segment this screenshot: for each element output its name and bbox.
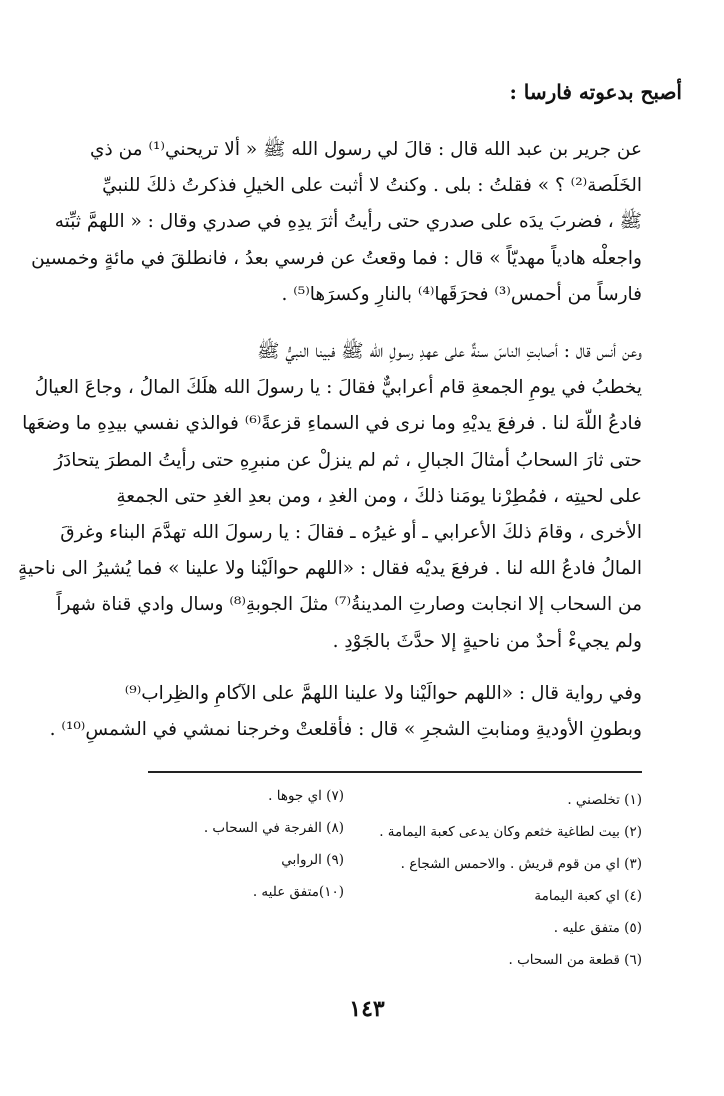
footnote: (٨) الفرجة في السحاب . (203, 820, 344, 836)
text-line: عن جرير بن عبد الله قال : قالَ لي رسول الله ﷺ « ألا تريحني⁽¹⁾ من ذي (89, 139, 642, 160)
text-line: من السحاب إلا انجابت وصارتِ المدينةُ⁽⁷⁾ مثلَ الجوبةِ⁽⁸⁾ وسال وادي قناة شهراً (56, 594, 642, 616)
page-number: ١٤٣ (349, 996, 385, 1022)
footnote: (٢) بيت لطاغية خثعم وكان يدعى كعبة اليمامة . (379, 824, 642, 840)
text-line: وفي رواية قال : «اللهم حوالَيْنا ولا علينا اللهمَّ على الآكامِ والظِراب⁽⁹⁾ (124, 683, 642, 704)
footnote: (١) تخلصني . (567, 792, 642, 808)
text-line: يخطبُ في يومِ الجمعةِ قام أعرابيٌّ فقالَ : يا رسولَ الله هلَكَ المالُ ، وجاعَ العيالُ (34, 377, 642, 399)
footnote: (٥) متفق عليه . (553, 920, 642, 936)
text-line: وبطونِ الأوديةِ ومنابتِ الشجرِ » قال : فأقلعتْ وخرجنا نمشي في الشمسِ⁽¹⁰⁾ . (49, 719, 642, 741)
footnote: (٤) اي كعبة اليمامة (534, 888, 642, 904)
footnote: (٦) قطعة من السحاب . (508, 952, 642, 968)
text-line: واجعلْه هادياً مهديّاً » قال : فما وقعتُ عن فرسي بعدُ ، فانطلقَ في مائةٍ وخمسين (31, 247, 642, 269)
paragraph-riwaya (49, 676, 642, 748)
footnotes-left-column (144, 780, 344, 908)
footnote: (٩) الروابي (281, 852, 344, 868)
footnote: (٣) اي من قوم قريش . والاحمس الشجاع . (400, 856, 642, 872)
text-line: فارساً من أحمس⁽³⁾ فحرَقَها⁽⁴⁾ بالنارِ وكسرَها⁽⁵⁾ . (281, 283, 642, 305)
text-line: المالُ فادعُ الله لنا . فرفعَ يديْه فقال : «اللهم حوالَيْنا ولا علينا » فما يُشيرُ الى ناحيةٍ (18, 558, 642, 580)
text-line: الأخرى ، وقامَ ذلكَ الأعرابي ـ أو غيرُه ـ فقالَ : يا رسولَ الله تهدَّمَ البناء وغرقَ (60, 522, 642, 544)
paragraph-jarir (31, 132, 642, 313)
text-line: ولم يجيءْ أحدٌ من ناحيةٍ إلا حدَّثَ بالجَوْدِ . (332, 630, 642, 652)
text-line: الخَلَصة⁽²⁾ ؟ » فقلتُ : بلى . وكنتُ لا أثبت على الخيلِ فذكرتُ ذلكَ للنبيِّ (102, 175, 642, 197)
text-line: على لحيتِه ، فمُطِرْنا يومَنا ذلكَ ، ومن الغدِ ، ومن بعدِ الغدِ حتى الجمعةِ (116, 485, 642, 507)
text-line: حتى ثارَ السحابُ أمثالَ الجبالِ ، ثم لم ينزلْ عن منبرِهِ حتى رأيتُ المطرَ يتحادَرُ (54, 449, 642, 471)
text-line: وعن أنس قال : أصابتِ الناسَ سنةٌ على عهدِ رسولِ الله ﷺ فبينا النبيُّ ﷺ (257, 341, 642, 362)
text-line: فادعُ اللّهَ لنا . فرفعَ يديْهِ وما نرى في السماءِ قزعةً⁽⁶⁾ فوالذي نفسي بيدِهِ ما وضعَها (22, 413, 642, 435)
paragraph-anas (18, 334, 642, 660)
footnote: (١٠)متفق عليه . (252, 884, 344, 900)
text-line: ﷺ ، فضربَ يدَه على صدري حتى رأيتُ أثرَ يدِهِ في صدري وقال : « اللهمَّ ثبِّته (54, 211, 642, 233)
footnote: (٧) اي جوها . (268, 788, 344, 804)
section-title: أصبح بدعوته فارسا : (509, 80, 682, 104)
footnotes-right-column (362, 784, 642, 976)
footnote-separator (148, 771, 642, 773)
